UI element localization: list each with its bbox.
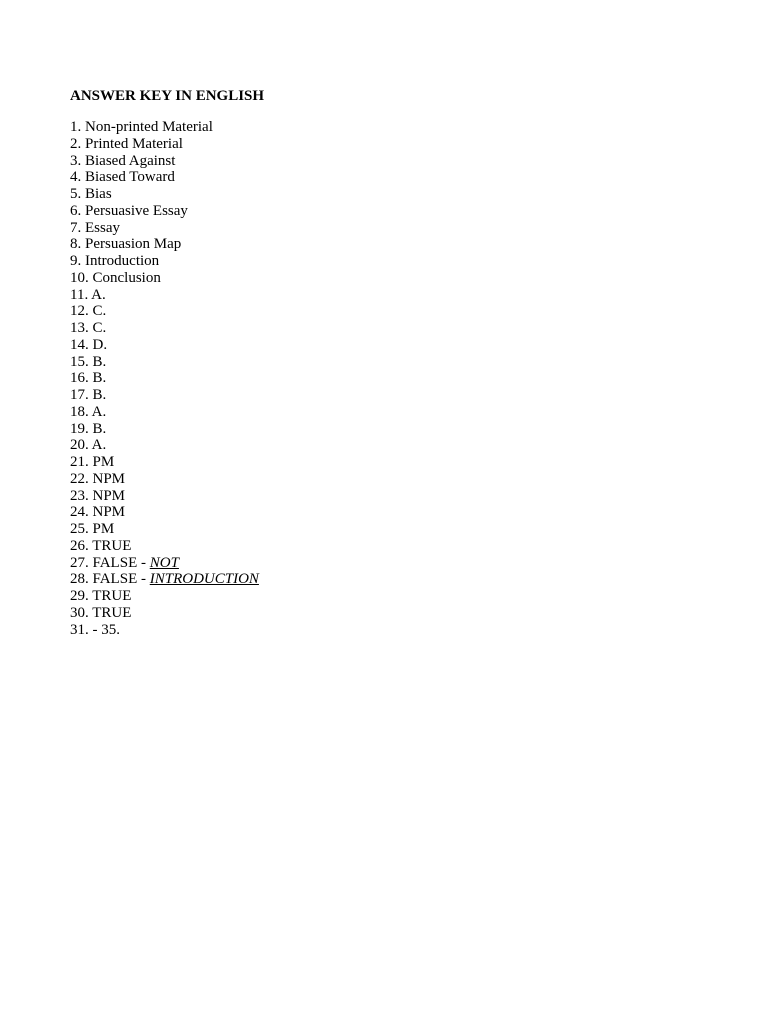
answer-item: [70, 253, 264, 270]
answer-emphasis: NOT: [149, 554, 179, 571]
answer-text: 14. D.: [70, 336, 108, 353]
answer-text: 16. B.: [70, 370, 107, 387]
answer-item: [70, 538, 264, 555]
answer-item: [70, 169, 264, 186]
answer-item: [70, 203, 264, 220]
answer-text: 15. B.: [70, 353, 107, 370]
answer-item: [70, 287, 264, 304]
answer-text: 10. Conclusion: [70, 269, 161, 286]
answer-key-document: [70, 86, 264, 638]
answer-item: [70, 337, 264, 354]
answer-text: 22. NPM: [70, 470, 126, 487]
answer-text: 27. FALSE -: [70, 554, 150, 571]
answer-item: [70, 153, 264, 170]
answer-text: 20. A.: [70, 437, 107, 454]
answer-item: [70, 186, 264, 203]
answer-item: [70, 437, 264, 454]
answer-item: [70, 270, 264, 287]
answer-text: 3. Biased Against: [70, 152, 176, 169]
answer-item: [70, 521, 264, 538]
answer-text: 7. Essay: [70, 219, 120, 236]
answer-text: 19. B.: [70, 420, 107, 437]
answer-text: 25. PM: [70, 521, 115, 537]
answer-text: 21. PM: [70, 454, 115, 470]
answer-text: 30. TRUE: [70, 604, 132, 621]
answer-text: 11. A.: [70, 286, 106, 303]
page-title: ANSWER KEY IN ENGLISH: [70, 88, 265, 104]
answer-text: 13. C.: [70, 320, 107, 336]
answer-item: [70, 236, 264, 253]
answer-text: 23. NPM: [70, 487, 126, 504]
answer-item: [70, 622, 264, 639]
answer-text: 4. Biased Toward: [70, 169, 175, 186]
answer-item: [70, 220, 264, 237]
answer-text: 2. Printed Material: [70, 135, 183, 152]
answer-text: 28. FALSE -: [70, 571, 150, 588]
answer-item: [70, 571, 264, 588]
answer-item: [70, 387, 264, 404]
answer-text: 31. - 35.: [70, 621, 120, 638]
answer-item: [70, 504, 264, 521]
answer-list: [70, 119, 264, 638]
answer-text: 12. C.: [70, 303, 107, 320]
answer-text: 6. Persuasive Essay: [70, 202, 188, 219]
answer-text: 24. NPM: [70, 504, 126, 521]
answer-item: [70, 136, 264, 153]
answer-text: 8. Persuasion Map: [70, 236, 182, 253]
answer-emphasis: INTRODUCTION: [149, 571, 259, 588]
answer-item: [70, 555, 264, 572]
answer-item: [70, 354, 264, 371]
answer-item: [70, 454, 264, 471]
answer-item: [70, 488, 264, 505]
answer-item: [70, 421, 264, 438]
answer-item: [70, 605, 264, 622]
answer-text: 5. Bias: [70, 186, 112, 202]
answer-text: 26. TRUE: [70, 537, 132, 554]
answer-text: 18. A.: [70, 403, 107, 420]
answer-text: 29. TRUE: [70, 588, 132, 604]
answer-item: [70, 588, 264, 605]
answer-text: 17. B.: [70, 387, 107, 403]
answer-item: [70, 320, 264, 337]
answer-text: 1. Non-printed Material: [70, 119, 213, 135]
answer-text: 9. Introduction: [70, 253, 160, 269]
answer-item: [70, 404, 264, 421]
answer-item: [70, 471, 264, 488]
answer-item: [70, 303, 264, 320]
answer-item: [70, 370, 264, 387]
answer-item: [70, 119, 264, 136]
